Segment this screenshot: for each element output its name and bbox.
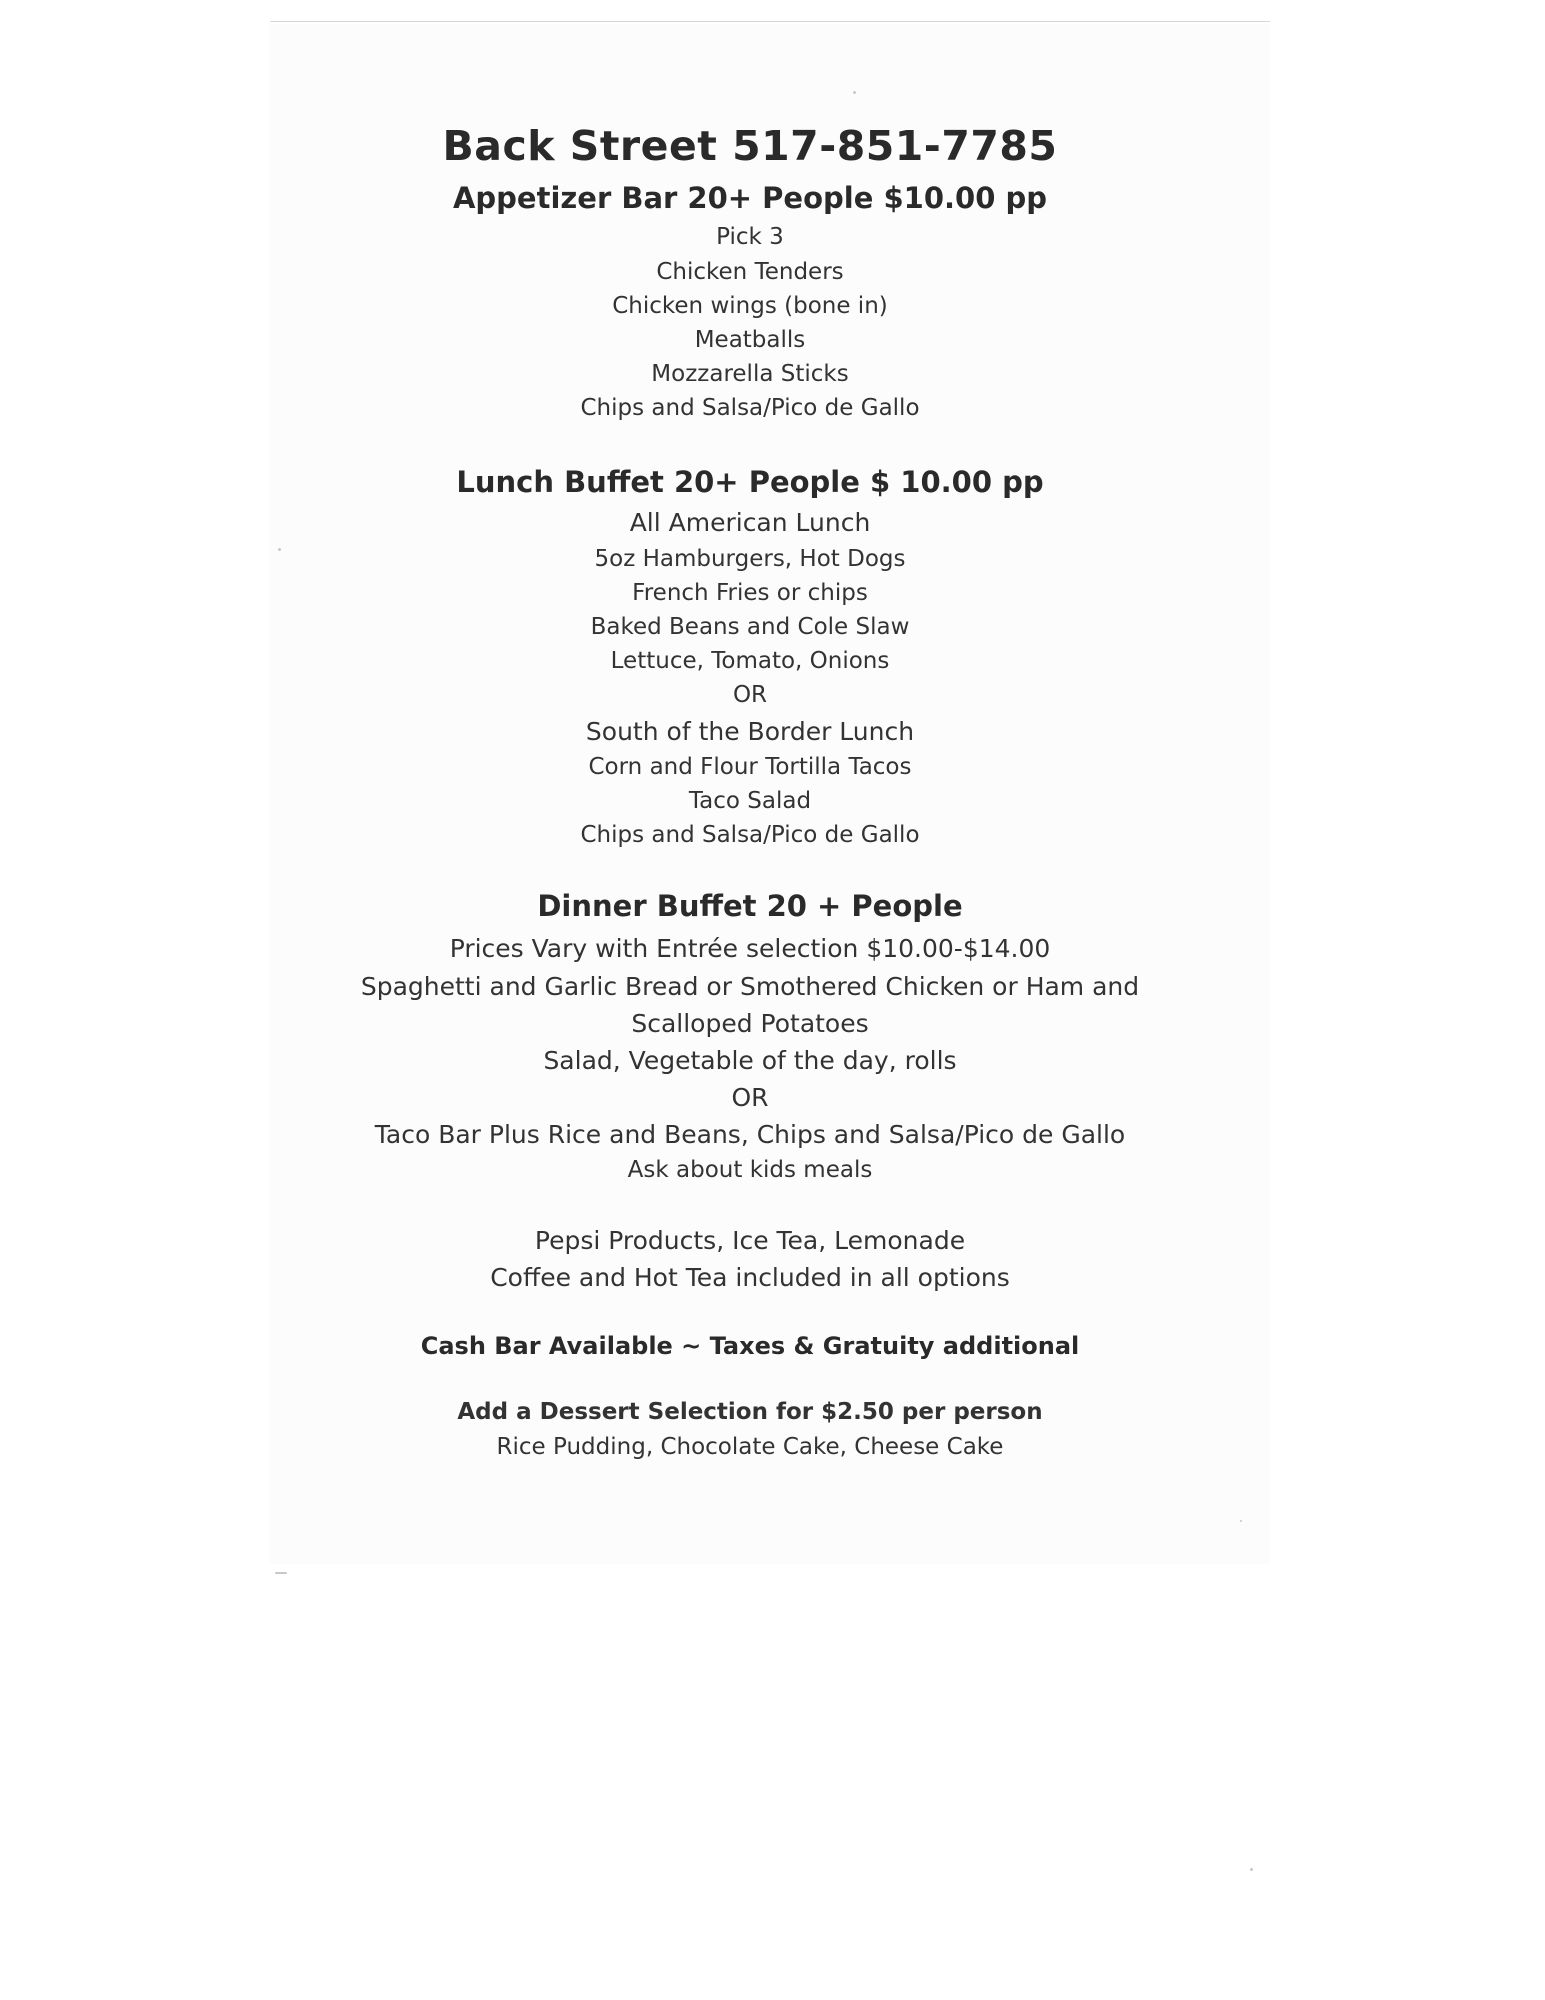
lunch-item: 5oz Hamburgers, Hot Dogs — [594, 546, 906, 572]
lunch-item: Lettuce, Tomato, Onions — [610, 648, 890, 674]
appetizer-heading: Appetizer Bar 20+ People $10.00 pp — [452, 181, 1048, 215]
page-title: Back Street 517-851-7785 — [442, 122, 1058, 170]
drinks-item: Coffee and Hot Tea included in all options — [490, 1263, 1010, 1292]
lunch-item: Taco Salad — [688, 788, 812, 814]
appetizer-item: Meatballs — [694, 327, 806, 353]
lunch-item: South of the Border Lunch — [585, 717, 915, 746]
lunch-item: All American Lunch — [629, 508, 871, 537]
scan-edge-line — [270, 21, 1270, 22]
dinner-item: OR — [731, 1083, 769, 1112]
dinner-item: Spaghetti and Garlic Bread or Smothered Chicken or Ham and — [360, 972, 1140, 1001]
dinner-item: Prices Vary with Entrée selection $10.00-$14.00 — [449, 934, 1051, 963]
appetizer-item: Chicken wings (bone in) — [612, 293, 888, 319]
dinner-item: Ask about kids meals — [627, 1157, 873, 1183]
appetizer-item: Mozzarella Sticks — [651, 361, 849, 387]
appetizer-item: Pick 3 — [716, 224, 784, 250]
appetizer-item: Chips and Salsa/Pico de Gallo — [580, 395, 920, 421]
scan-speck — [853, 91, 856, 94]
lunch-heading: Lunch Buffet 20+ People $ 10.00 pp — [456, 465, 1044, 499]
dessert-items: Rice Pudding, Chocolate Cake, Cheese Cake — [496, 1434, 1004, 1460]
dinner-item: Scalloped Potatoes — [631, 1009, 869, 1038]
dessert-heading: Add a Dessert Selection for $2.50 per person — [457, 1399, 1043, 1425]
lunch-item: French Fries or chips — [632, 580, 868, 606]
dinner-heading: Dinner Buffet 20 + People — [537, 889, 963, 923]
lunch-item: OR — [732, 682, 768, 708]
appetizer-item: Chicken Tenders — [656, 259, 844, 285]
scan-speck — [1250, 1868, 1253, 1871]
drinks-item: Pepsi Products, Ice Tea, Lemonade — [534, 1226, 966, 1255]
lunch-item: Chips and Salsa/Pico de Gallo — [580, 822, 920, 848]
scan-speck — [275, 1572, 287, 1574]
lunch-item: Corn and Flour Tortilla Tacos — [588, 754, 912, 780]
dinner-item: Salad, Vegetable of the day, rolls — [543, 1046, 957, 1075]
cash-bar-notice: Cash Bar Available ~ Taxes & Gratuity additional — [420, 1332, 1080, 1360]
dinner-item: Taco Bar Plus Rice and Beans, Chips and Salsa/Pico de Gallo — [374, 1120, 1126, 1149]
scan-speck — [1240, 1520, 1242, 1522]
lunch-item: Baked Beans and Cole Slaw — [590, 614, 910, 640]
